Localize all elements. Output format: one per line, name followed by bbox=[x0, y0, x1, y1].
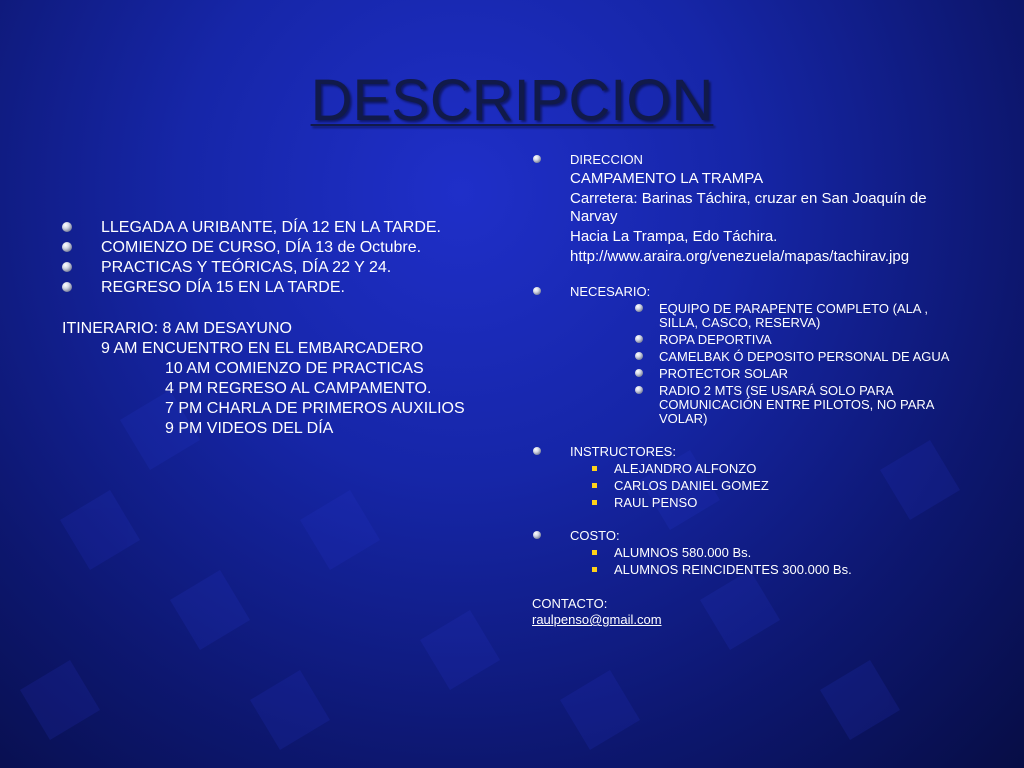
costo-label bbox=[532, 528, 972, 544]
list-item bbox=[532, 367, 962, 381]
sphere-bullet-icon bbox=[635, 335, 643, 343]
itinerary-item: 4 PM REGRESO AL CAMPAMENTO. bbox=[165, 380, 432, 397]
list-item bbox=[532, 460, 972, 477]
sphere-bullet-icon bbox=[635, 304, 643, 312]
list-item-text: RADIO 2 MTS (SE USARÁ SOLO PARA COMUNICACIÓN ENTRE PILOTOS, NO PARA VOLAR) bbox=[659, 383, 934, 426]
list-item-text: EQUIPO DE PARAPENTE COMPLETO (ALA , SILLA, CASCO, RESERVA) bbox=[659, 301, 928, 330]
slide-title: DESCRIPCION bbox=[310, 68, 714, 133]
sphere-bullet-icon bbox=[533, 531, 541, 539]
sphere-bullet-icon bbox=[62, 242, 72, 252]
sphere-bullet-icon bbox=[62, 282, 72, 292]
sphere-bullet-icon bbox=[635, 386, 643, 394]
list-item-text: ALUMNOS REINCIDENTES 300.000 Bs. bbox=[614, 562, 852, 577]
list-item-text: CARLOS DANIEL GOMEZ bbox=[614, 478, 769, 493]
list-item bbox=[532, 477, 972, 494]
list-item-text: RAUL PENSO bbox=[614, 495, 698, 510]
email-link[interactable]: raulpenso@gmail.com bbox=[532, 612, 662, 627]
itinerary-item: 7 PM CHARLA DE PRIMEROS AUXILIOS bbox=[165, 400, 465, 417]
square-bullet-icon bbox=[592, 466, 597, 471]
direccion-line: Carretera: Barinas Táchira, cruzar en San Joaquín de Narvay bbox=[570, 190, 927, 225]
square-bullet-icon bbox=[592, 500, 597, 505]
list-item bbox=[532, 544, 972, 561]
instructores-label bbox=[532, 444, 972, 460]
contacto-label: CONTACTO: bbox=[532, 596, 608, 611]
list-item bbox=[532, 302, 962, 330]
list-item bbox=[62, 278, 502, 298]
list-item-text: ROPA DEPORTIVA bbox=[659, 332, 772, 347]
itinerary-item: 10 AM COMIENZO DE PRACTICAS bbox=[165, 360, 424, 377]
list-item bbox=[532, 384, 962, 426]
list-item bbox=[532, 561, 972, 578]
itinerary-item: 9 PM VIDEOS DEL DÍA bbox=[165, 420, 334, 437]
list-item-text: LLEGADA A URIBANTE, DÍA 12 EN LA TARDE. bbox=[101, 219, 441, 236]
sphere-bullet-icon bbox=[635, 369, 643, 377]
section-label: NECESARIO: bbox=[570, 284, 651, 299]
direccion-line: Hacia La Trampa, Edo Táchira. bbox=[570, 228, 778, 245]
left-column bbox=[62, 218, 502, 439]
list-item bbox=[62, 218, 502, 238]
list-item bbox=[532, 350, 962, 364]
necesario-label bbox=[532, 284, 972, 300]
list-item-text: REGRESO DÍA 15 EN LA TARDE. bbox=[101, 279, 345, 296]
square-bullet-icon bbox=[592, 567, 597, 572]
sphere-bullet-icon bbox=[533, 287, 541, 295]
section-label: COSTO: bbox=[570, 528, 620, 543]
sphere-bullet-icon bbox=[533, 155, 541, 163]
contact-email-link[interactable] bbox=[532, 612, 972, 628]
square-bullet-icon bbox=[592, 550, 597, 555]
list-item-text: PROTECTOR SOLAR bbox=[659, 366, 789, 381]
section-label: DIRECCION bbox=[570, 152, 643, 167]
sphere-bullet-icon bbox=[533, 447, 541, 455]
direccion-line: CAMPAMENTO LA TRAMPA bbox=[570, 170, 764, 187]
itinerary-item: 9 AM ENCUENTRO EN EL EMBARCADERO bbox=[101, 340, 424, 357]
direccion-url: http://www.araira.org/venezuela/mapas/tachirav.jpg bbox=[570, 248, 910, 265]
square-bullet-icon bbox=[592, 483, 597, 488]
sphere-bullet-icon bbox=[62, 262, 72, 272]
list-item-text: COMIENZO DE CURSO, DÍA 13 de Octubre. bbox=[101, 239, 422, 256]
list-item bbox=[532, 333, 962, 347]
sphere-bullet-icon bbox=[62, 222, 72, 232]
list-item bbox=[62, 258, 502, 278]
sphere-bullet-icon bbox=[635, 352, 643, 360]
list-item-text: ALEJANDRO ALFONZO bbox=[614, 461, 757, 476]
list-item-text: PRACTICAS Y TEÓRICAS, DÍA 22 Y 24. bbox=[101, 259, 392, 276]
right-column bbox=[532, 152, 972, 628]
itinerary-header: ITINERARIO: 8 AM DESAYUNO bbox=[62, 320, 292, 337]
direccion-label bbox=[532, 152, 972, 168]
list-item bbox=[532, 494, 972, 511]
list-item bbox=[62, 238, 502, 258]
list-item-text: ALUMNOS 580.000 Bs. bbox=[614, 545, 752, 560]
list-item-text: CAMELBAK Ó DEPOSITO PERSONAL DE AGUA bbox=[659, 349, 950, 364]
section-label: INSTRUCTORES: bbox=[570, 444, 676, 459]
